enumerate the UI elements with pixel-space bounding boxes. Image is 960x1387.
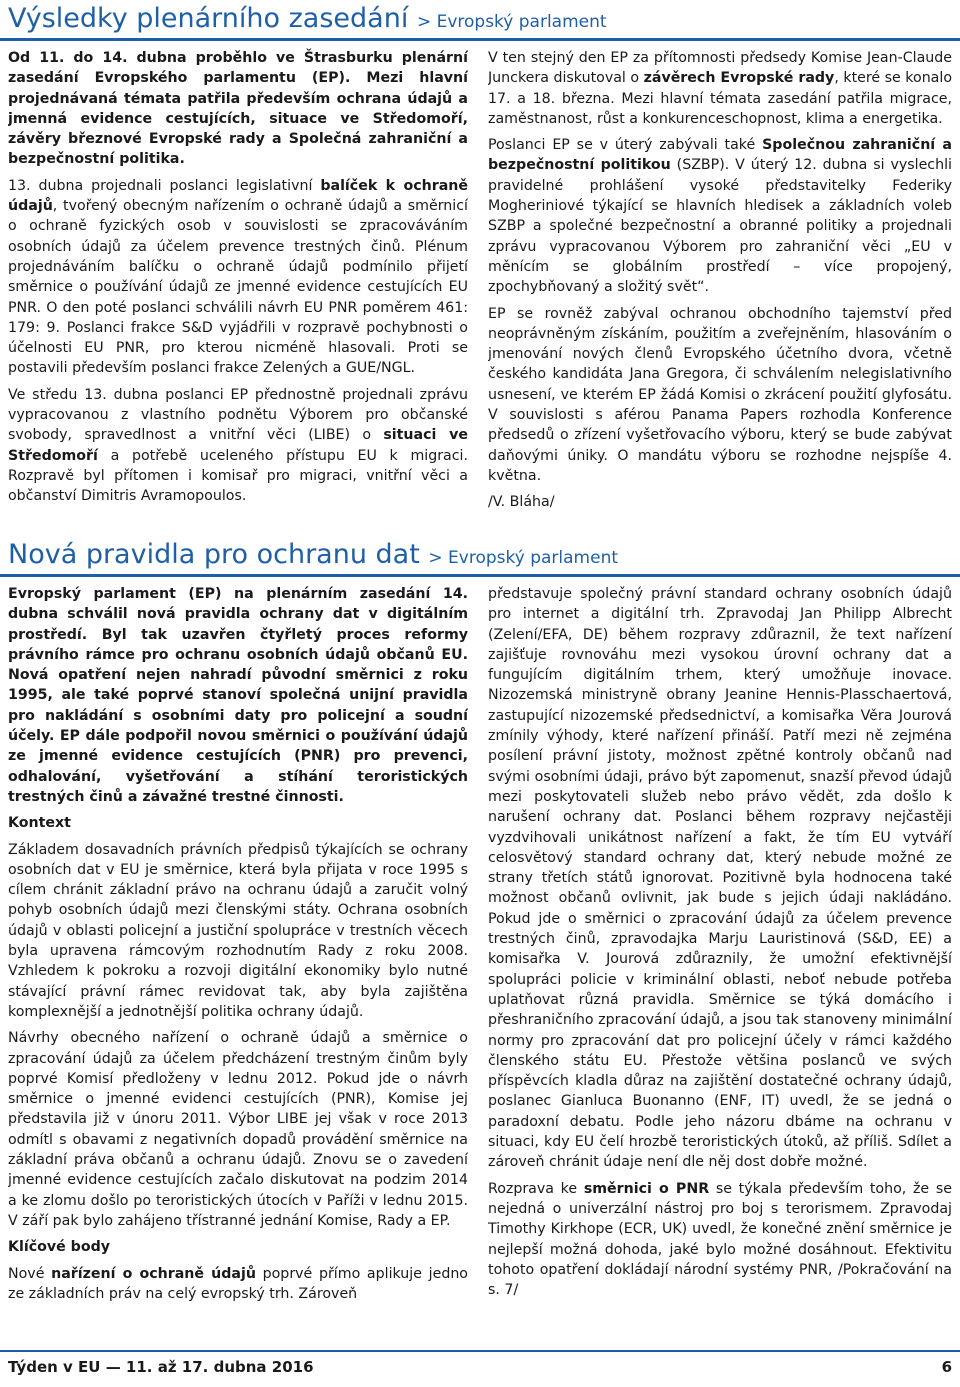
footer-issue: Týden v EU — 11. až 17. dubna 2016: [8, 1358, 314, 1376]
text: a potřebě uceleného přístupu EU k migraci. Rozpravě byl přítomen i komisař pro migraci, vnitřní věci a občanství Dimitris Avramopoulos.: [8, 447, 468, 505]
article1-right-paragraph-2: [488, 135, 952, 297]
page-footer: [0, 1350, 960, 1382]
article2-left-column: [8, 584, 468, 1334]
text: se týkala především toho, že se nejedná o univerzální nástroj pro boj s terorismem. Zpravodaj Timothy Kirkhope (ECR, UK) uvedl, že konečné znění směrnice je nejlepší možná dohoda, jaké bylo možné dosáhnout. Efektivitu tohoto opatření dokládají národní systémy PNR, /Pokračování na s. 7/: [488, 1180, 952, 1299]
text: poprvé přímo aplikuje jedno ze základních práv na celý evropský trh. Zároveň: [8, 1265, 468, 1302]
emphasis: situaci ve Středomoří: [8, 427, 468, 464]
article2-source: > Evropský parlament: [428, 548, 619, 568]
article1-paragraph-2: [8, 176, 468, 379]
article2-right-column: [488, 584, 952, 1334]
article2-heading: [8, 538, 618, 575]
article1-right-column: [488, 48, 952, 528]
text: (SZBP). V úterý 12. dubna si vyslechli pravidelné prohlášení vysoké představitelky Federiky Mogheriniové týkající se hlavních hledisek a základních voleb SZBP a společné bezpečnostní a obranné politiky a projednali zprávu vypracovanou Výborem pro zahraniční věci „EU v měnícím se globálním prostředí – více propojený, zpochybňovaný a složitý svět“.: [488, 157, 952, 296]
article2-lead: Evropský parlament (EP) na plenárním zasedání 14. dubna schválil nová pravidla ochrany dat v digitálním prostředí. Byl tak uzavřen čtyřletý proces reformy právního rámce pro ochranu osobních údajů občanů EU. Nová opatření nejen nahradí původní směrnici z roku 1995, ale také poprvé stanoví společná unijní pravidla pro nakládání s osobními daty pro policejní a soudní účely. EP dále podpořil novou směrnici o používání údajů ze jmenné evidence cestujících (PNR) pro prevenci, odhalování, vyšetřování a stíhání teroristických trestných činů a závažné trestné činnosti.: [8, 586, 468, 805]
article2-right-paragraph-1: představuje společný právní standard ochrany osobních údajů pro internet a digitální trh. Zpravodaj Jan Philipp Albrecht (Zelení/EFA, DE) během rozpravy zdůraznil, že text nařízení zajišťuje rovnováhu mezi vysokou úrovní ochrany dat a fungujícím digitálním trhem, který umožňuje inovace. Nizozemská ministryně obrany Jeanine Hennis-Plasschaertová, zastupující nizozemské předsednictví, a komisařka Věra Jourová zmínily výhody, které nařízení přináší. Patří mezi ně zejména posílení právní jistoty, možnost zpětné kontroly občanů nad svými osobními údaji, právo být zapomenut, snazší převod údajů mezi poskytovateli služeb nebo právo vědět, zda došlo k narušení ochrany dat. Poslanci během rozpravy nejčastěji vyzdvihovali unikátnost nařízení a fakt, že tím EU vytváří celosvětový standard ochrany dat, který nebude možné ze strany třetích států ignorovat. Pozitivně byla hodnocena také možnost občanů ovlivnit, jak bude s jejich údaji nakládáno. Pokud jde o směrnici o zpracování údajů za účelem prevence trestných činů, zpravodajka Marju Lauristinová (S&D, EE) a komisařka V. Jourová zdůraznily, že umožní efektivnější spolupráci policie v kriminální oblasti, neboť nebude potřeba uplatňovat různá pravidla. Směrnice se týká domácího i přeshraničního zpracování údajů, a jsou tak stanoveny minimální normy pro zpracování dat pro policejní účely v rámci každého členského státu EU. Přestože většina poslanců ve svých příspěvcích kladla důraz na zajištění dostatečné ochrany údajů, poslanec Gianluca Buonanno (ENF, IT) uvedl, že se jedná o paradoxní debatu. Podle jeho názoru dbáme na ochranu v situaci, kdy EU čelí hrozbě teroristických útoků, až příliš. Sdílet a zároveň chránit údaje není dle něj dost dobře možné.: [488, 586, 952, 1171]
article2-right-paragraph-2: [488, 1179, 952, 1301]
emphasis: nařízení o ochraně údajů: [51, 1265, 256, 1282]
article2-title: Nová pravidla pro ochranu dat: [8, 539, 420, 570]
article1-right-paragraph-3: EP se rovněž zabýval ochranou obchodního tajemství před neoprávněným získáním, použitím a zveřejněním, hlasováním o jmenování nových členů Evropského účetního dvora, včetně českého kandidáta Jana Gregora, či schválením nelegislativního usnesení, ve kterém EP žádá Komisi o zkrácení použití glyfosátu. V souvislosti s aférou Panama Papers rozhodla Konference předsedů o zřízení vyšetřovacího výboru, který se bude zabývat daňovými úniky. O mandátu výboru se rozhodne nejspíše 4. května.: [488, 305, 952, 484]
text: Poslanci EP se v úterý zabývali také: [488, 137, 763, 154]
article1-signature: /V. Bláha/: [488, 494, 555, 511]
page-number: 6: [941, 1358, 952, 1376]
text: V ten stejný den EP za přítomnosti předsedy Komise Jean-Claude Junckera diskutoval o: [488, 50, 952, 87]
kontext-paragraph-1: Základem dosavadních právních předpisů týkajících se ochrany osobních dat v EU je směrnice, která byla přijata v roce 1995 s cílem chránit základní právo na ochranu údajů a zaručit volný pohyb osobních údajů mezi členskými státy. Ochrana osobních údajů v oblasti policejní a justiční spolupráce v trestních věcech byla upravena rámcovým rozhodnutím Rady z roku 2008. Vzhledem k pokroku a rozvoji digitální ekonomiky bylo nutné stávající právní rámec revidovat tak, aby byla zajištěna komplexnější a jednotnější politika ochrany údajů.: [8, 841, 468, 1020]
article1-heading: [8, 2, 607, 39]
article1-title: Výsledky plenárního zasedání: [8, 3, 409, 34]
article2-rule: [0, 574, 960, 577]
article1-source: > Evropský parlament: [416, 12, 607, 32]
text: , které se konalo 17. a 18. března. Mezi hlavní témata zasedání patřila migrace, zaměstnanost, růst a konkurenceschopnost, klima a energetika.: [488, 70, 952, 127]
emphasis: závěrech Evropské rady: [643, 70, 835, 87]
klicove-body-heading: Klíčové body: [8, 1239, 110, 1256]
text: , tvořený obecným nařízením o ochraně údajů a směrnicí o ochraně fyzických osob v souvislosti se zpracováváním osobních údajů za účelem prevence trestných činů. Plénum projednáváním balíčku o ochraně údajů podmínilo přijetí směrnice o používání údajů ze jmenné evidence cestujících EU PNR. O den poté poslanci schválili návrh EU PNR poměrem 461: 179: 9. Poslanci frakce S&D vyjádřili v rozpravě pochybnosti o účelnosti EU PNR, pro kterou nicméně hlasovali. Proti se postavili především poslanci frakce Zelených a GUE/NGL.: [8, 198, 468, 377]
kontext-paragraph-2: Návrhy obecného nařízení o ochraně údajů a směrnice o zpracování údajů za účelem předcházení trestným činům byly poprvé Komisí předloženy v lednu 2012. Pokud jde o návrh směrnice o jmenné evidenci cestujících (PNR), Komise jej představila již v únoru 2011. Výbor LIBE jej však v roce 2013 odmítl s obavami z negativních dopadů provádění směrnice na základní práva občanů a ochranu údajů. Znovu se o zavedení jmenné evidence cestujících začalo diskutovat na podzim 2014 a ke zlomu došlo po teroristických útocích v Paříži v lednu 2015. V září pak bylo zahájeno třístranné jednání Komise, Rady a EP.: [8, 1030, 468, 1229]
emphasis: Společnou zahraniční a bezpečnostní politikou: [488, 137, 952, 174]
text: Ve středu 13. dubna poslanci EP přednostně projednali zprávu vypracovanou z vlastního podnětu Výborem pro občanské svobody, spravedlnost a vnitřní věci (LIBE) o: [8, 386, 468, 444]
text: 13. dubna projednali poslanci legislativní: [8, 177, 321, 194]
article1-paragraph-3: [8, 385, 468, 507]
emphasis: směrnici o PNR: [583, 1180, 710, 1197]
text: Nové: [8, 1265, 52, 1282]
article1-right-paragraph-1: [488, 48, 952, 129]
article1-lead: Od 11. do 14. dubna proběhlo ve Štrasburku plenární zasedání Evropského parlamentu (EP). Mezi hlavní projednávaná témata patřila především ochrana údajů a jmenná evidence cestujících, situace ve Středomoří, závěry březnové Evropské rady a Společná zahraniční a bezpečnostní politika.: [8, 50, 468, 168]
emphasis: balíček k ochraně údajů: [8, 177, 468, 215]
kontext-heading: Kontext: [8, 815, 71, 832]
article1-rule: [0, 38, 960, 41]
article1-left-column: [8, 48, 468, 526]
text: Rozprava ke: [488, 1180, 584, 1197]
klicove-body-paragraph: [8, 1264, 468, 1305]
